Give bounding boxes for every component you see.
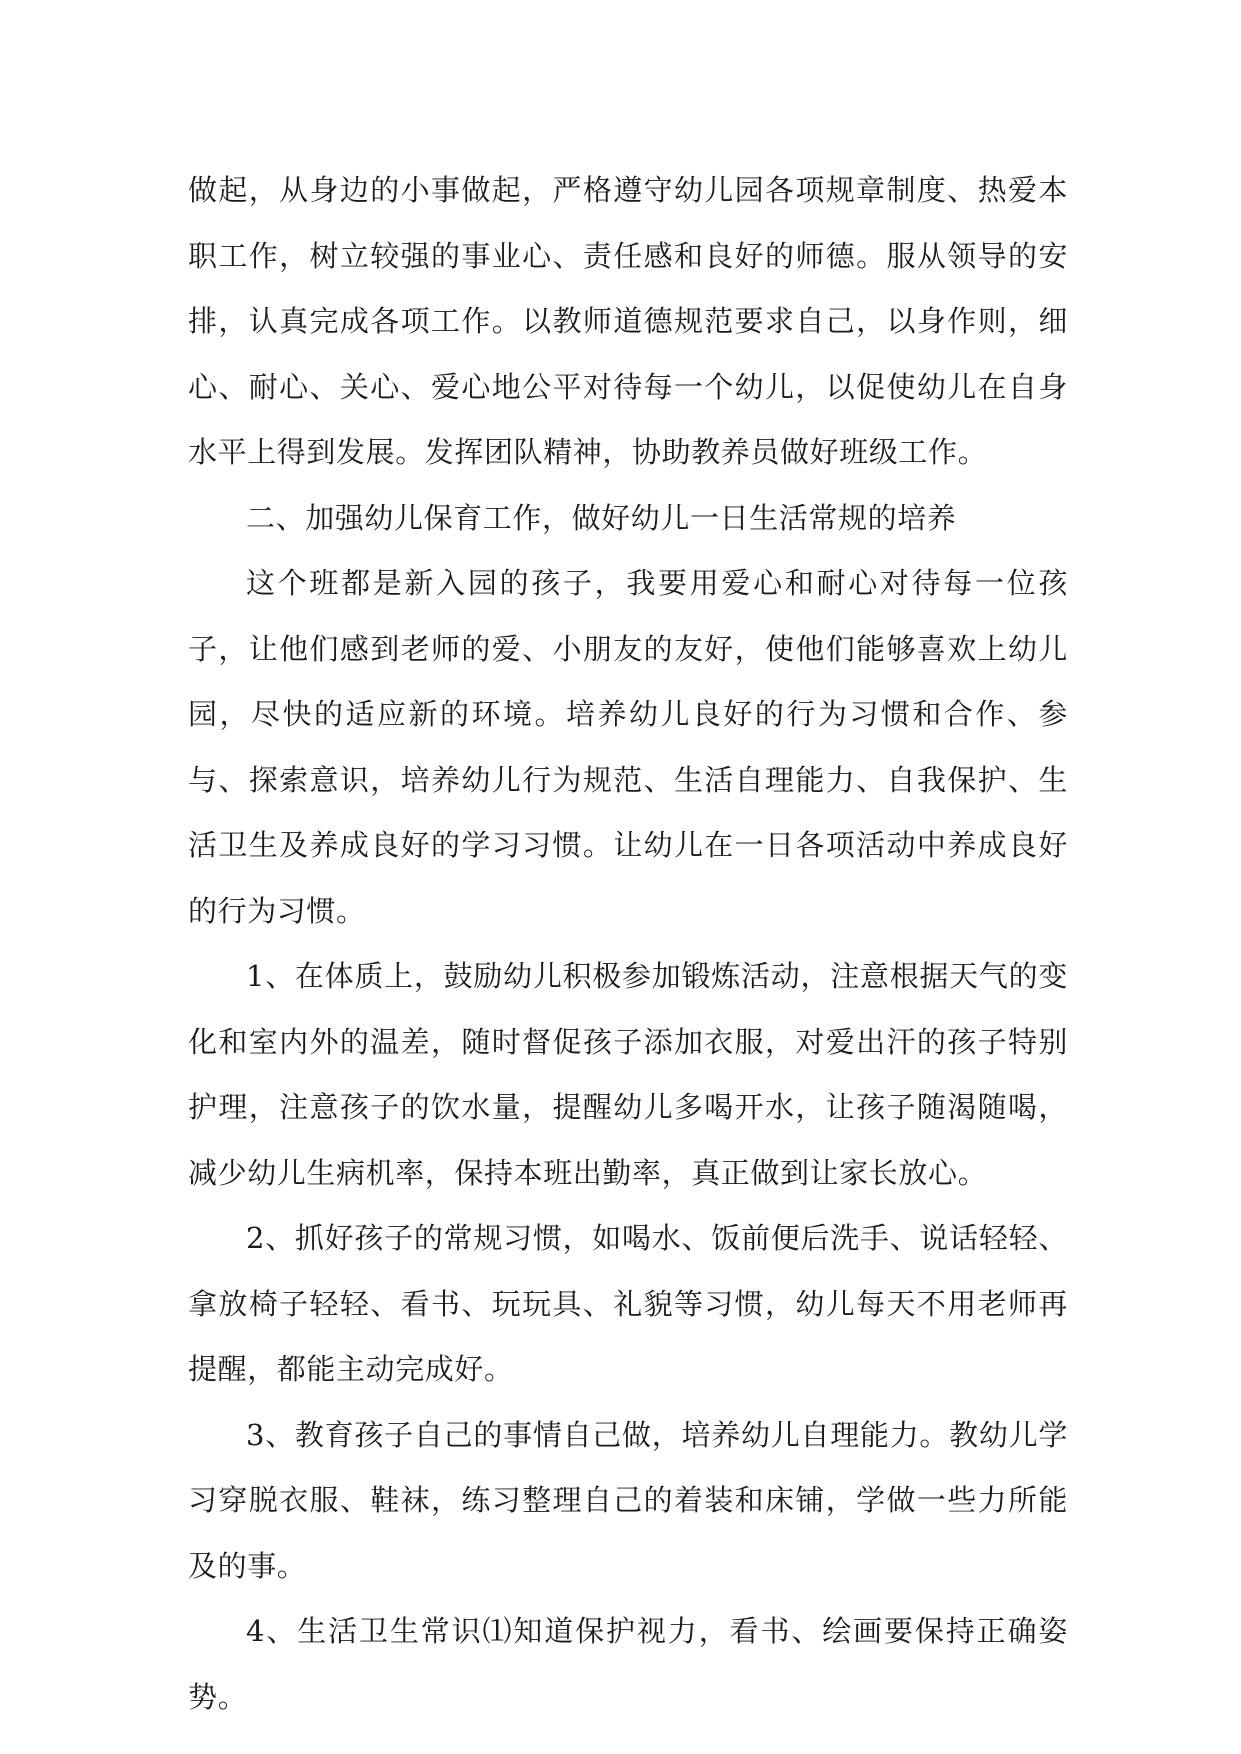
paragraph-intro: 这个班都是新入园的孩子，我要用爱心和耐心对待每一位孩子，让他们感到老师的爱、小朋友的友好，使他们能够喜欢上幼儿园，尽快的适应新的环境。培养幼儿良好的行为习惯和合作、参与、探索意识，培养幼儿行为规范、生活自理能力、自我保护、生活卫生及养成良好的学习习惯。让幼儿在一日各项活动中养成良好的行为习惯。 xyxy=(188,566,1068,928)
document-body xyxy=(188,158,1068,1730)
list-item-3: 3、教育孩子自己的事情自己做，培养幼儿自理能力。教幼儿学习穿脱衣服、鞋袜，练习整理自己的着装和床铺，学做一些力所能及的事。 xyxy=(188,1417,1068,1583)
list-item-1: 1、在体质上，鼓励幼儿积极参加锻炼活动，注意根据天气的变化和室内外的温差，随时督促孩子添加衣服，对爱出汗的孩子特别护理，注意孩子的饮水量，提醒幼儿多喝开水，让孩子随渴随喝，减少幼儿生病机率，保持本班出勤率，真正做到让家长放心。 xyxy=(188,959,1068,1190)
list-item-2: 2、抓好孩子的常规习惯，如喝水、饭前便后洗手、说话轻轻、拿放椅子轻轻、看书、玩玩具、礼貌等习惯，幼儿每天不用老师再提醒，都能主动完成好。 xyxy=(188,1221,1068,1386)
paragraph-continued: 做起，从身边的小事做起，严格遵守幼儿园各项规章制度、热爱本职工作，树立较强的事业心、责任感和良好的师德。服从领导的安排，认真完成各项工作。以教师道德规范要求自己，以身作则，细心、耐心、关心、爱心地公平对待每一个幼儿，以促使幼儿在自身水平上得到发展。发挥团队精神，协助教养员做好班级工作。 xyxy=(188,173,1068,469)
list-item-4: 4、生活卫生常识⑴知道保护视力，看书、绘画要保持正确姿势。 xyxy=(188,1614,1068,1714)
section-heading: 二、加强幼儿保育工作，做好幼儿一日生活常规的培养 xyxy=(246,500,957,535)
